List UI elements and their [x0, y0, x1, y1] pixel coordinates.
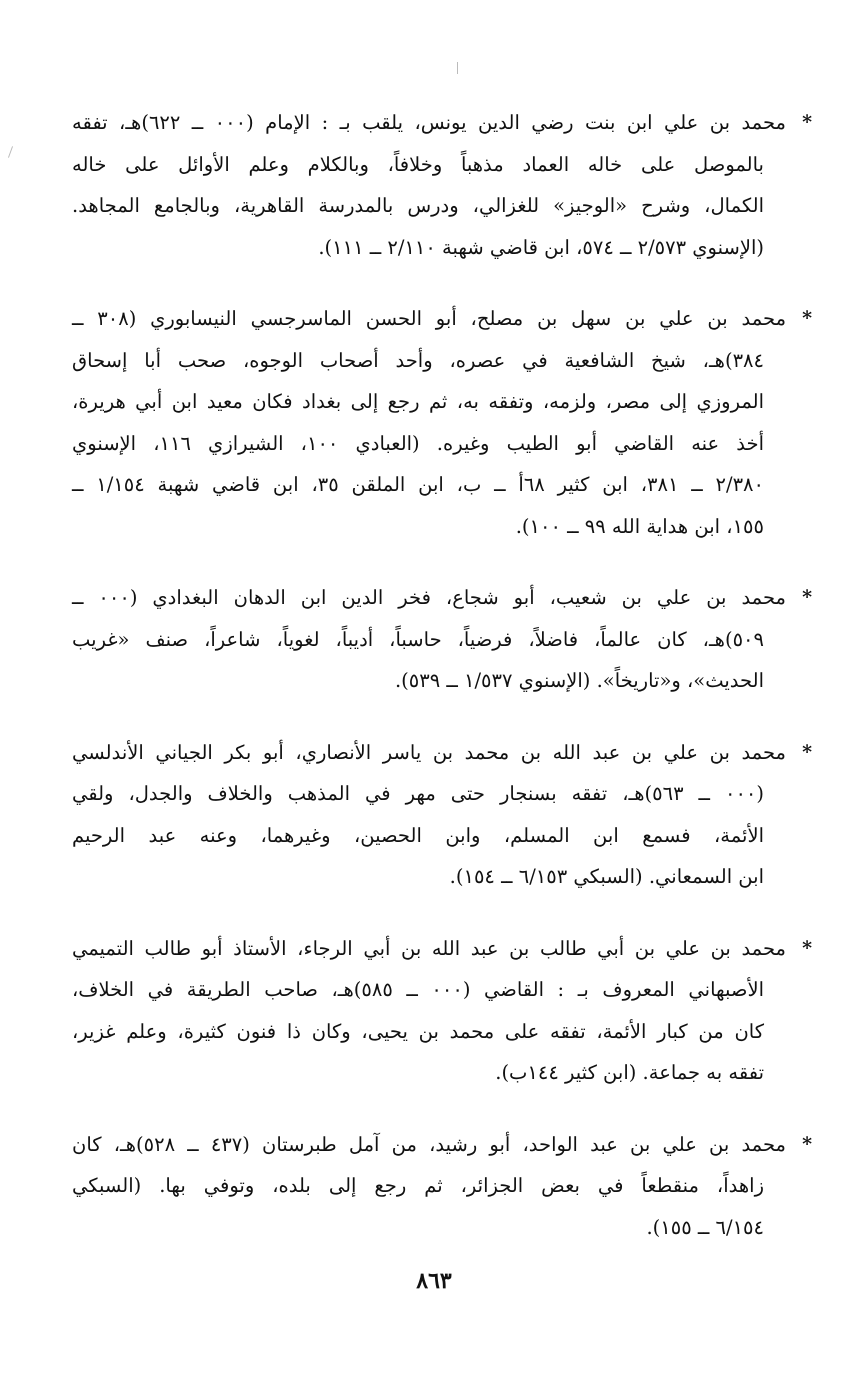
entry [72, 928, 812, 1094]
entry [72, 1124, 812, 1249]
entry [72, 102, 812, 268]
entry-line: محمد بن علي ابن بنت رضي الدين يونس، يلقب بـ : الإمام (٠٠٠ ــ ٦٢٢)هـ، تفقه [72, 111, 786, 134]
entry-line: محمد بن علي بن شعيب، أبو شجاع، فخر الدين ابن الدهان البغدادي (٠٠٠ ــ [72, 586, 786, 609]
entry-line: ٣٨٤)هـ، شيخ الشافعية في عصره، وأحد أصحاب الوجوه، صحب أبا إسحاق [72, 348, 764, 372]
entry-line: محمد بن علي بن سهل بن مصلح، أبو الحسن الماسرجسي النيسابوري (٣٠٨ ــ [72, 307, 787, 330]
entry-line: ٢/٣٨٠ ــ ٣٨١، ابن كثير ٦٨أ ــ ب، ابن الملقن ٣٥، ابن قاضي شهبة ١/١٥٤ ــ [72, 473, 764, 496]
entry-line: الحديث»، و«تاريخاً». (الإسنوي ١/٥٣٧ ــ ٥٣٩). [394, 669, 764, 692]
entry-marker-icon: * [802, 111, 812, 133]
entry-line: محمد بن علي بن أبي طالب بن عبد الله بن أبي الرجاء، الأستاذ أبو طالب التميمي [72, 936, 786, 960]
entry-line: (الإسنوي ٢/٥٧٣ ــ ٥٧٤، ابن قاضي شهبة ٢/١١٠ ــ ١١١). [318, 235, 764, 259]
entry-line: بالموصل على خاله العماد مذهباً وخلافاً، وبالكلام وعلم الأوائل على خاله [72, 152, 764, 176]
scan-speck [457, 62, 458, 74]
entry-marker-icon: * [802, 1132, 812, 1155]
entry-line: (٠٠٠ ــ ٥٦٣)هـ، تفقه بسنجار حتى مهر في المذهب والخلاف والجدل، ولقي [72, 782, 764, 805]
entry-marker-icon: * [802, 307, 812, 329]
entry [72, 298, 812, 547]
entry-line: ١٥٥، ابن هداية الله ٩٩ ــ ١٠٠). [515, 514, 764, 538]
entry [72, 732, 812, 898]
entry-line: تفقه به جماعة. (ابن كثير ١٤٤ب). [495, 1061, 764, 1084]
entry-line: كان من كبار الأئمة، تفقه على محمد بن يحيى، وكان ذا فنون كثيرة، وعلم غزير، [72, 1019, 764, 1043]
entry-line: الأئمة، فسمع ابن المسلم، وابن الحصين، وغيرهما، وعنه عبد الرحيم [72, 823, 764, 847]
entry-line: ٥٠٩)هـ، كان عالماً، فاضلاً، فرضياً، حاسباً، أديباً، لغوياً، شاعراً، صنف «غريب [72, 627, 764, 651]
entry-line: أخذ عنه القاضي أبو الطيب وغيره. (العبادي ١٠٠، الشيرازي ١١٦، الإسنوي [72, 431, 765, 455]
entry-marker-icon: * [802, 586, 812, 608]
entry-line: زاهداً، منقطعاً في بعض الجزائر، ثم رجع إلى بلده، وتوفي بها. (السبكي [72, 1174, 764, 1197]
entry-marker-icon: * [802, 740, 812, 763]
entry-line: ابن السمعاني. (السبكي ٦/١٥٣ ــ ١٥٤). [449, 865, 764, 888]
page-number: ٨٦٣ [416, 1268, 452, 1294]
entry [72, 577, 812, 702]
entry-marker-icon: * [802, 936, 812, 959]
entry-line: المروزي إلى مصر، ولزمه، وتفقه به، ثم رجع إلى بغداد فكان معيد ابن أبي هريرة، [72, 390, 764, 413]
entry-line: الأصبهاني المعروف بـ : القاضي (٠٠٠ ــ ٥٨٥)هـ، صاحب الطريقة في الخلاف، [72, 978, 764, 1001]
entry-line: محمد بن علي بن عبد الواحد، أبو رشيد، من آمل طبرستان (٤٣٧ ــ ٥٢٨)هـ، كان [72, 1132, 786, 1156]
entry-line: محمد بن علي بن عبد الله بن محمد بن ياسر الأنصاري، أبو بكر الجياني الأندلسي [72, 740, 786, 764]
scan-speck [8, 146, 13, 158]
entry-line: الكمال، وشرح «الوجيز» للغزالي، ودرس بالمدرسة القاهرية، وبالجامع المجاهد. [72, 194, 764, 217]
biographical-entries [72, 102, 812, 1248]
entry-line: ٦/١٥٤ ــ ١٥٥). [646, 1215, 764, 1239]
